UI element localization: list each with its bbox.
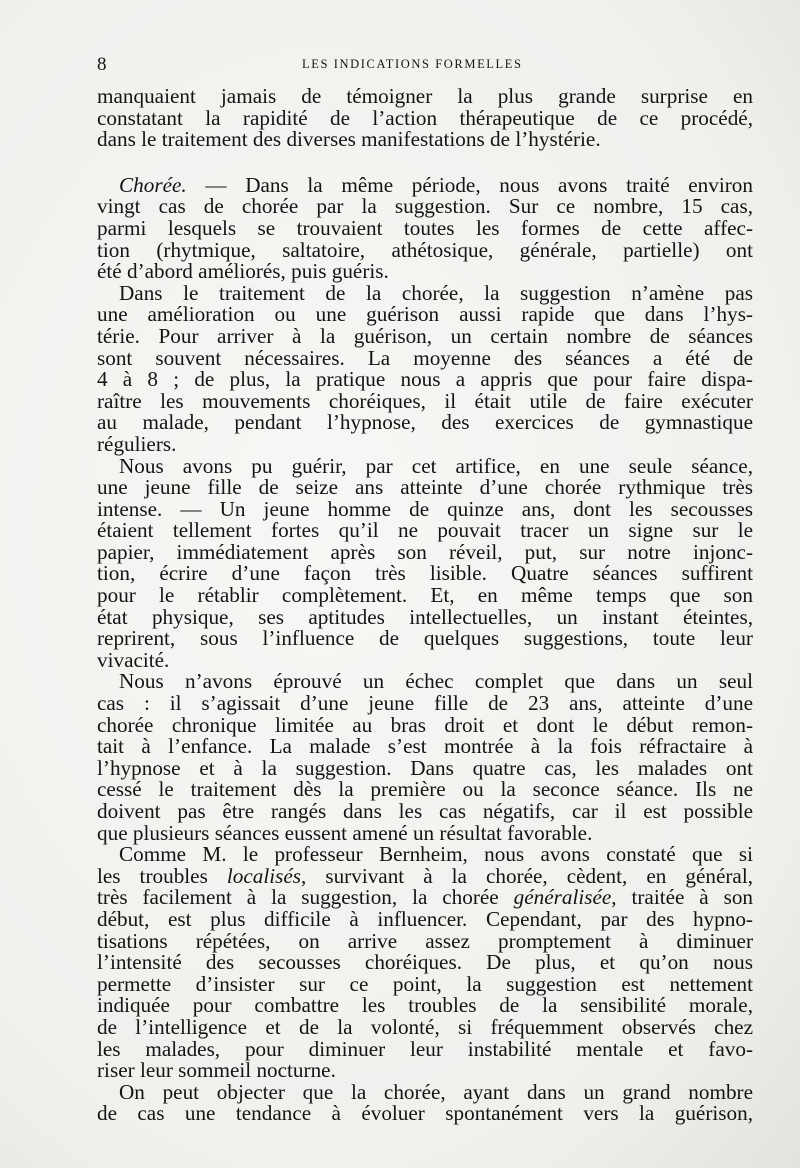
paragraph	[97, 280, 753, 456]
text-line: tisations répétées, on arrive assez promptement à diminuer	[97, 928, 753, 953]
text-line: tion, écrire d’une façon très lisible. Quatre séances suffirent	[97, 561, 753, 586]
text-line: papier, immédiatement après son réveil, put, sur notre injonc-	[97, 539, 753, 564]
text-line: parmi lesquels se trouvaient toutes les formes de cette affec-	[97, 215, 753, 240]
text-line: au malade, pendant l’hypnose, des exercices de gymnastique	[97, 410, 753, 435]
text-line: intense. — Un jeune homme de quinze ans, dont les secousses	[97, 496, 753, 521]
text-line: constatant la rapidité de l’action thérapeutique de ce procédé,	[97, 105, 753, 130]
text-line: térie. Pour arriver à la guérison, un certain nombre de séances	[97, 323, 753, 348]
text-line: très facilement à la suggestion, la chorée généralisée, traitée à son	[97, 885, 754, 910]
text-line: l’hypnose et à la suggestion. Dans quatre cas, les malades ont	[97, 755, 753, 780]
paragraph	[97, 172, 753, 284]
text-line: étaient tellement fortes qu’il ne pouvait tracer un signe sur le	[97, 518, 753, 543]
text-line: l’intensité des secousses choréiques. De plus, et qu’on nous	[97, 950, 753, 975]
text-line: cessé le traitement dès la première ou la seconce séance. Ils ne	[97, 777, 753, 802]
text-line: Dans le traitement de la chorée, la suggestion n’amène pas	[119, 280, 753, 305]
text-line: une jeune fille de seize ans atteinte d’une chorée rythmique très	[97, 475, 753, 500]
paragraph	[97, 453, 753, 672]
text-line: Nous n’avons éprouvé un échec complet que dans un seul	[119, 669, 753, 694]
emphasized-word: généralisée	[513, 885, 612, 910]
text-span: — Dans la même période, nous avons traité environ	[205, 172, 753, 197]
text-line: de l’intelligence et de la volonté, si fréquemment observés chez	[97, 1014, 753, 1039]
running-head: LES INDICATIONS FORMELLES	[302, 57, 523, 71]
page-number: 8	[97, 54, 107, 75]
emphasized-word: localisés	[226, 863, 302, 888]
text-line: indiquée pour combattre les troubles de la sensibilité morale,	[97, 993, 753, 1018]
paragraph	[97, 86, 753, 151]
text-line: dans le traitement des diverses manifestations de l’hystérie.	[97, 127, 601, 152]
text-line	[97, 172, 753, 197]
text-line: chorée chronique limitée au bras droit et dont le début remon-	[97, 712, 753, 737]
text-line: vivacité.	[97, 647, 170, 672]
text-line: sont souvent nécessaires. La moyenne des séances a été de	[97, 345, 753, 370]
text-line: doivent pas être rangés dans les cas négatifs, car il est possible	[97, 799, 753, 823]
section-lead: Chorée.	[119, 172, 187, 197]
text-line: raître les mouvements choréiques, il était utile de faire exécuter	[97, 388, 753, 413]
text-line: cas : il s’agissait d’une jeune fille de 23 ans, atteinte d’une	[97, 691, 753, 716]
text-line: tait à l’enfance. La malade s’est montrée à la fois réfractaire à	[97, 734, 753, 759]
text-line: tion (rhytmique, saltatoire, athétosique, générale, partielle) ont	[97, 237, 753, 262]
text-line: permette d’insister sur ce point, la suggestion est nettement	[97, 971, 753, 996]
text-line: été d’abord améliorés, puis guéris.	[97, 259, 389, 284]
text-line: réguliers.	[97, 431, 177, 456]
text-line: les malades, pour diminuer leur instabilité mentale et favo-	[97, 1036, 753, 1061]
text-line: état physique, ses aptitudes intellectuelles, un instant éteintes,	[97, 604, 753, 629]
paragraph-gap	[97, 151, 753, 175]
text-line: 4 à 8 ; de plus, la pratique nous a appris que pour faire dispa-	[97, 367, 753, 392]
text-line: manquaient jamais de témoigner la plus grande surprise en	[97, 84, 753, 108]
text-line: riser leur sommeil nocturne.	[97, 1058, 336, 1083]
text-line: une amélioration ou une guérison aussi rapide que dans l’hys-	[97, 302, 753, 327]
text-line: vingt cas de chorée par la suggestion. Sur ce nombre, 15 cas,	[97, 194, 753, 219]
text-line: que plusieurs séances eussent amené un résultat favorable.	[97, 820, 593, 845]
text-line: pour le rétablir complètement. Et, en même temps que son	[97, 583, 753, 608]
body-text	[97, 86, 753, 1125]
paragraph	[97, 1079, 753, 1126]
page-header	[97, 52, 737, 76]
text-line: On peut objecter que la chorée, ayant dans un grand nombre	[119, 1079, 753, 1104]
text-line: Nous avons pu guérir, par cet artifice, en une seule séance,	[119, 453, 753, 478]
paragraph	[97, 671, 753, 844]
text-line: de cas une tendance à évoluer spontanément vers la guérison,	[97, 1101, 753, 1126]
text-line: début, est plus difficile à influencer. Cependant, par des hypno-	[97, 906, 753, 931]
text-line: les troubles localisés, survivant à la chorée, cèdent, en général,	[97, 863, 754, 888]
text-line: reprirent, sous l’influence de quelques suggestions, toute leur	[97, 626, 753, 651]
paragraph	[97, 844, 753, 1082]
text-line: Comme M. le professeur Bernheim, nous avons constaté que si	[119, 842, 753, 867]
